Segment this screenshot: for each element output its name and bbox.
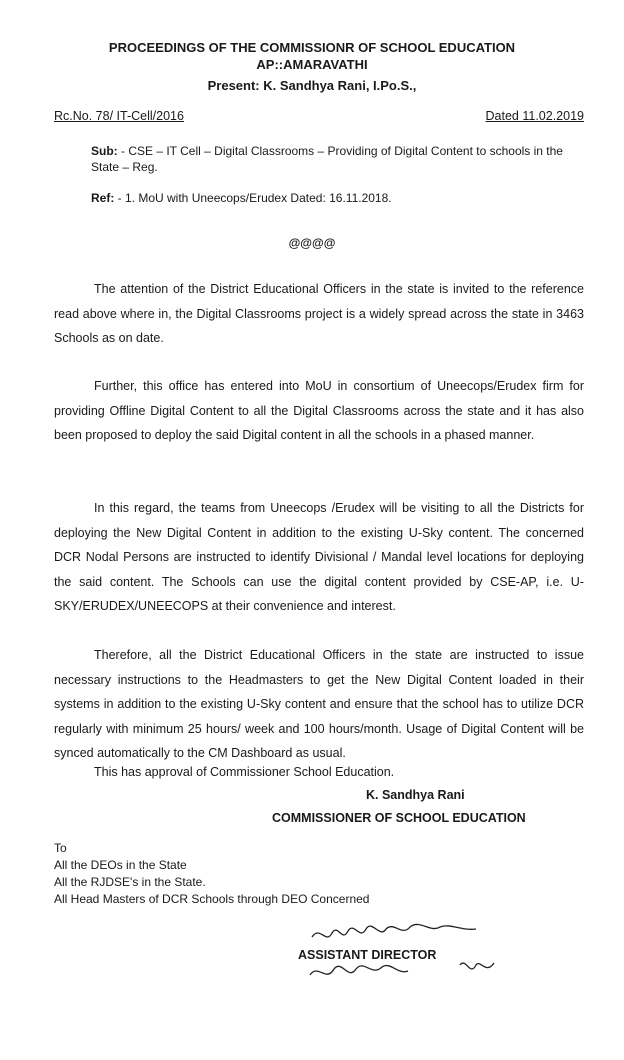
signatory-title: COMMISSIONER OF SCHOOL EDUCATION: [272, 811, 526, 825]
reference-line: [91, 191, 392, 205]
subject-label: Sub:: [91, 144, 118, 158]
header-present: Present: K. Sandhya Rani, I.Po.S.,: [207, 78, 417, 93]
recipient-item: All Head Masters of DCR Schools through DEO Concerned: [54, 892, 370, 906]
assistant-director-title: ASSISTANT DIRECTOR: [298, 948, 437, 962]
paragraph-1: [54, 277, 584, 351]
paragraph-2: [54, 374, 584, 448]
paragraph-2-text: Further, this office has entered into MoU in consortium of Uneecops/Erudex firm for providing Offline Digital Content to all the Digital Classrooms across the state and it has also been proposed to deploy the said Digital content in all the schools in a phased manner.: [54, 379, 584, 442]
recipient-item: All the DEOs in the State: [54, 858, 187, 872]
paragraph-4: [54, 643, 584, 766]
rc-number: Rc.No. 78/ IT-Cell/2016: [54, 109, 184, 123]
to-label: To: [54, 841, 67, 855]
paragraph-4-text: Therefore, all the District Educational Officers in the state are instructed to issue necessary instructions to the Headmasters to get the New Digital Content loaded in their systems in addition to the existing U-Sky content and ensure that the school has to utilize DCR regularly with minimum 25 hours/ week and 100 hours/month. Usage of Digital Content will be synced automatically to the CM Dashboard as usual.: [54, 648, 584, 760]
subject: [91, 143, 591, 175]
ref-label: Ref:: [91, 191, 115, 205]
ornament: @@@@: [288, 236, 336, 250]
header-location: AP::AMARAVATHI: [256, 57, 368, 72]
paragraph-1-text: The attention of the District Educational Officers in the state is invited to the reference read above where in, the Digital Classrooms project is a widely spread across the state in 3463 Schools as on date.: [54, 282, 584, 345]
subject-text: - CSE – IT Cell – Digital Classrooms – Providing of Digital Content to schools in the State – Reg.: [91, 144, 563, 174]
ref-text: - 1. MoU with Uneecops/Erudex Dated: 16.11.2018.: [114, 191, 392, 205]
paragraph-3: [54, 496, 584, 619]
signatory-name: K. Sandhya Rani: [366, 788, 465, 802]
approval-note: This has approval of Commissioner School Education.: [94, 765, 395, 779]
header-title: PROCEEDINGS OF THE COMMISSIONR OF SCHOOL EDUCATION: [108, 40, 516, 55]
recipients-block: [54, 840, 369, 908]
date: Dated 11.02.2019: [485, 109, 584, 123]
recipient-item: All the RJDSE's in the State.: [54, 875, 206, 889]
paragraph-3-text: In this regard, the teams from Uneecops /Erudex will be visiting to all the Districts for deploying the New Digital Content in addition to the existing U-Sky content. The concerned DCR Nodal Persons are instructed to identify Divisional / Mandal level locations for deploying the said content. The Schools can use the digital content provided by CSE-AP, i.e. U-SKY/ERUDEX/UNEECOPS at their convenience and interest.: [54, 501, 584, 613]
